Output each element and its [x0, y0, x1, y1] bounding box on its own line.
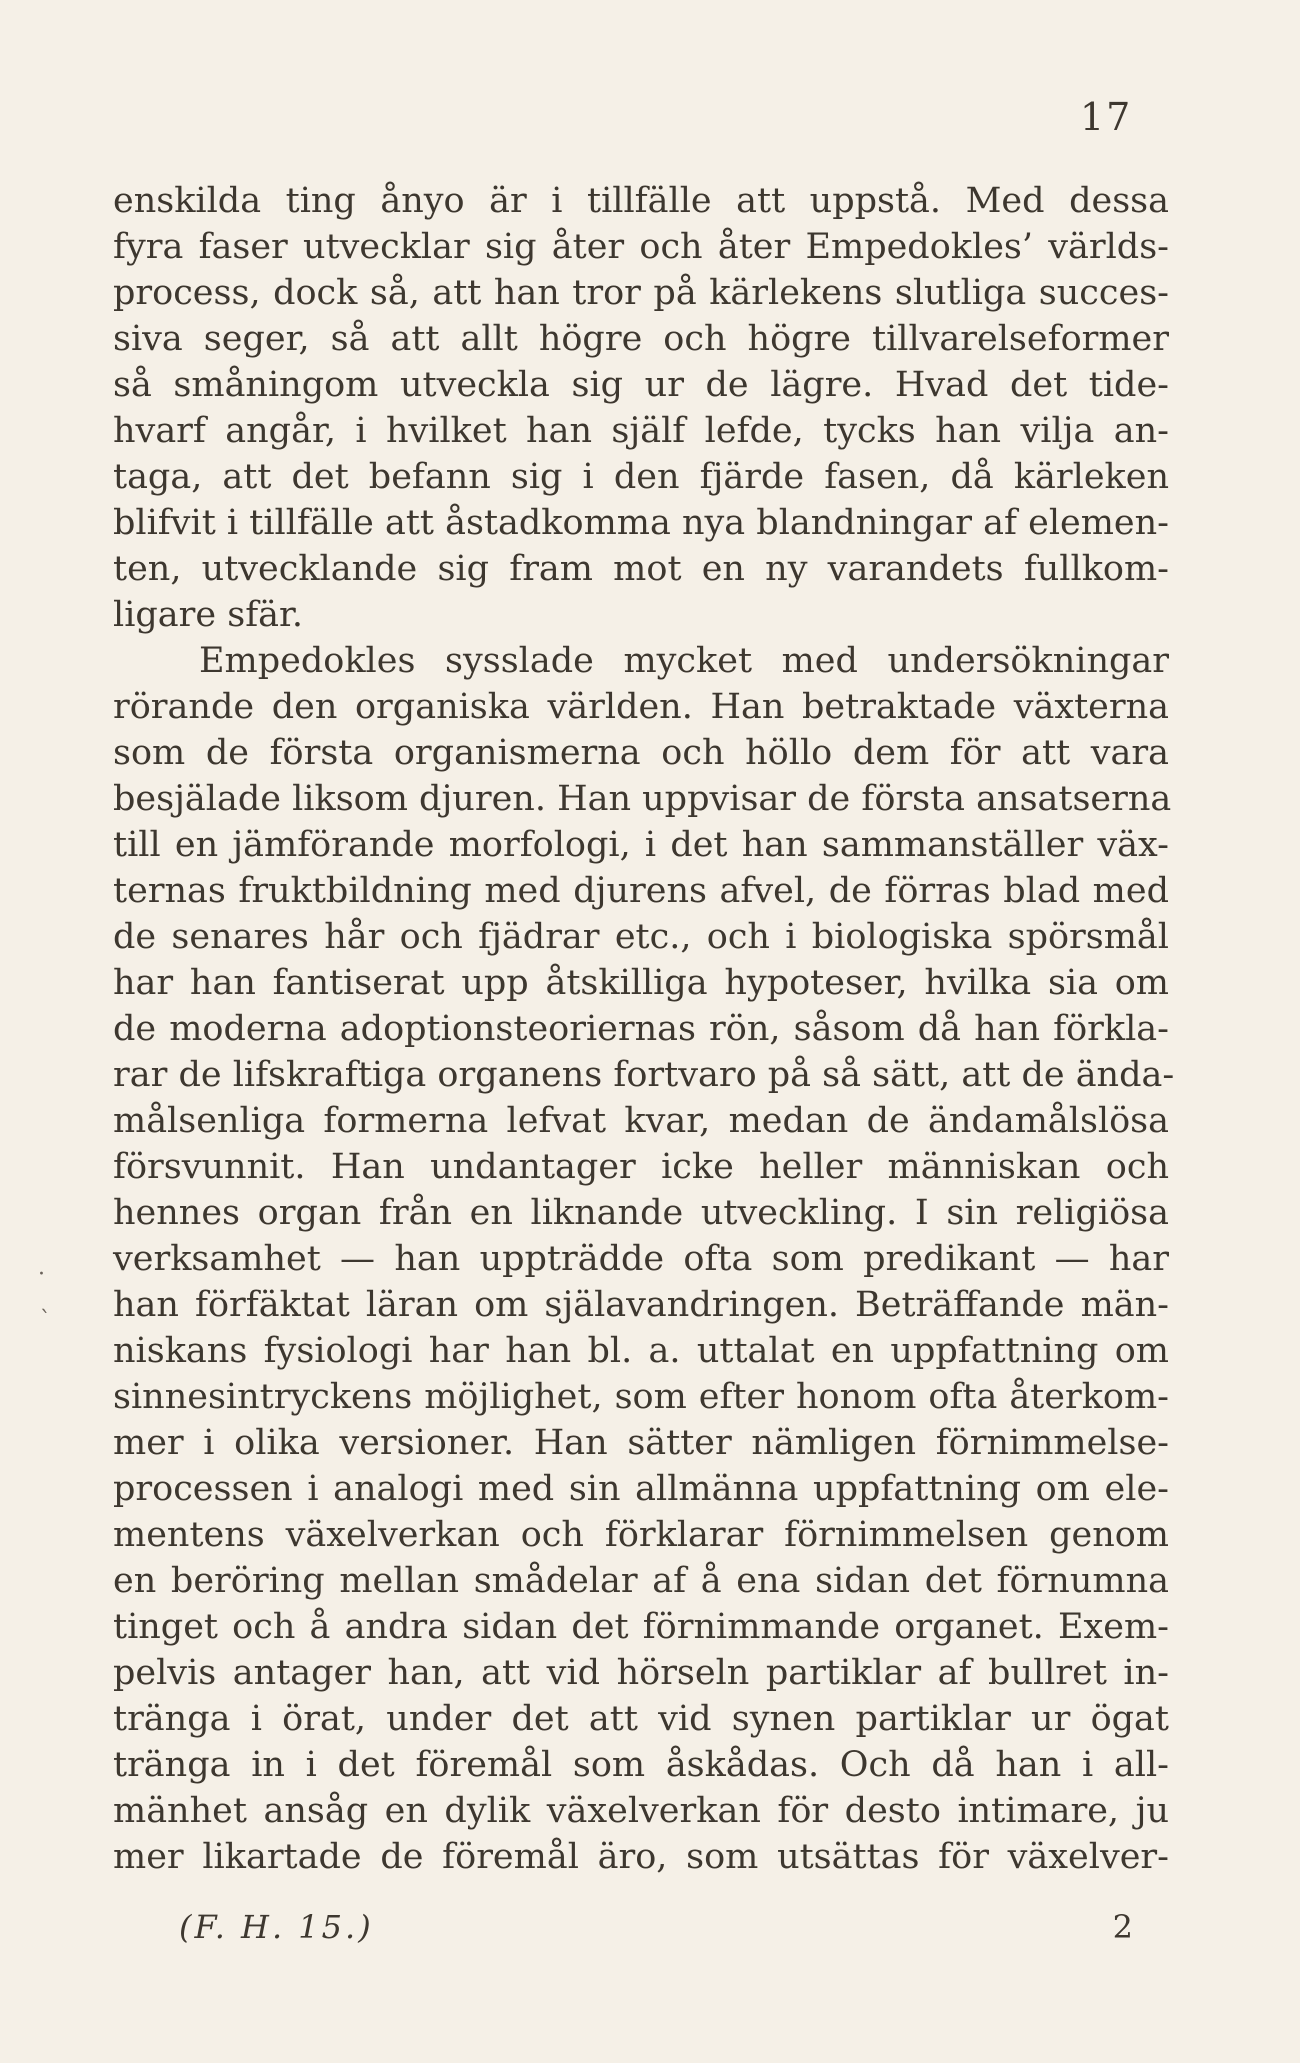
text-line: tränga in i det föremål som åskådas. Och då han i all- — [113, 1745, 1169, 1785]
text-line: Empedokles sysslade mycket med undersökningar — [199, 641, 1169, 681]
text-line: hvarf angår, i hvilket han själf lefde, tycks han vilja an- — [113, 411, 1169, 451]
text-line: som de första organismerna och höllo dem för att vara — [113, 733, 1169, 773]
text-line: en beröring mellan smådelar af å ena sidan det förnumna — [113, 1561, 1169, 1601]
text-line: ternas fruktbildning med djurens afvel, de förras blad med — [113, 871, 1169, 911]
text-line: till en jämförande morfologi, i det han sammanställer väx- — [113, 825, 1169, 865]
sheet-number: 2 — [1112, 1908, 1133, 1946]
text-line: han förfäktat läran om själavandringen. Beträffande män- — [113, 1285, 1169, 1325]
text-line: hennes organ från en liknande utveckling. I sin religiösa — [113, 1193, 1169, 1233]
text-line: pelvis antager han, att vid hörseln partiklar af bullret in- — [113, 1653, 1169, 1693]
body-text — [113, 178, 1175, 1880]
text-line: tinget och å andra sidan det förnimmande organet. Exem- — [113, 1607, 1169, 1647]
margin-tick-mark: ˋ — [40, 1308, 51, 1333]
text-line: så småningom utveckla sig ur de lägre. Hvad det tide- — [113, 365, 1169, 405]
page-footer — [113, 1908, 1169, 1954]
text-line: rörande den organiska världen. Han betraktade växterna — [113, 687, 1169, 727]
text-line: de senares hår och fjädrar etc., och i biologiska spörsmål — [113, 917, 1169, 957]
text-line: har han fantiserat upp åtskilliga hypoteser, hvilka sia om — [113, 963, 1169, 1003]
text-line: fyra faser utvecklar sig åter och åter Empedokles’ världs- — [113, 227, 1169, 267]
text-line: besjälade liksom djuren. Han uppvisar de första ansatserna — [113, 779, 1172, 819]
text-line: niskans fysiologi har han bl. a. uttalat en uppfattning om — [113, 1331, 1169, 1371]
text-line: mer likartade de föremål äro, som utsättas för växelver- — [113, 1837, 1169, 1877]
text-line: mentens växelverkan och förklarar förnimmelsen genom — [113, 1515, 1169, 1555]
text-line: blifvit i tillfälle att åstadkomma nya blandningar af elemen- — [113, 503, 1169, 543]
text-line: sinnesintryckens möjlighet, som efter honom ofta återkom- — [113, 1377, 1169, 1417]
text-line: taga, att det befann sig i den fjärde fasen, då kärleken — [113, 457, 1169, 497]
text-line: ten, utvecklande sig fram mot en ny varandets fullkom- — [113, 549, 1169, 589]
text-line: process, dock så, att han tror på kärlekens slutliga succes- — [113, 273, 1169, 313]
printer-signature: (F. H. 15.) — [179, 1908, 374, 1946]
text-line: mer i olika versioner. Han sätter nämligen förnimmelse- — [113, 1423, 1169, 1463]
text-line: ligare sfär. — [113, 595, 304, 635]
text-line: de moderna adoptionsteoriernas rön, såsom då han förkla- — [113, 1009, 1169, 1049]
text-line: försvunnit. Han undantager icke heller människan och — [113, 1147, 1169, 1187]
text-line: processen i analogi med sin allmänna uppfattning om ele- — [113, 1469, 1169, 1509]
text-line: mänhet ansåg en dylik växelverkan för desto intimare, ju — [113, 1791, 1169, 1831]
text-line: siva seger, så att allt högre och högre tillvarelseformer — [113, 319, 1169, 359]
text-line: verksamhet — han uppträdde ofta som predikant — har — [113, 1239, 1169, 1279]
margin-dot-mark: · — [38, 1262, 45, 1287]
text-line: målsenliga formerna lefvat kvar, medan de ändamålslösa — [113, 1101, 1169, 1141]
page-number: 17 — [1080, 95, 1133, 139]
text-line: tränga i örat, under det att vid synen partiklar ur ögat — [113, 1699, 1169, 1739]
text-line: enskilda ting ånyo är i tillfälle att uppstå. Med dessa — [113, 181, 1169, 221]
text-line: rar de lifskraftiga organens fortvaro på så sätt, att de ända- — [113, 1055, 1175, 1095]
